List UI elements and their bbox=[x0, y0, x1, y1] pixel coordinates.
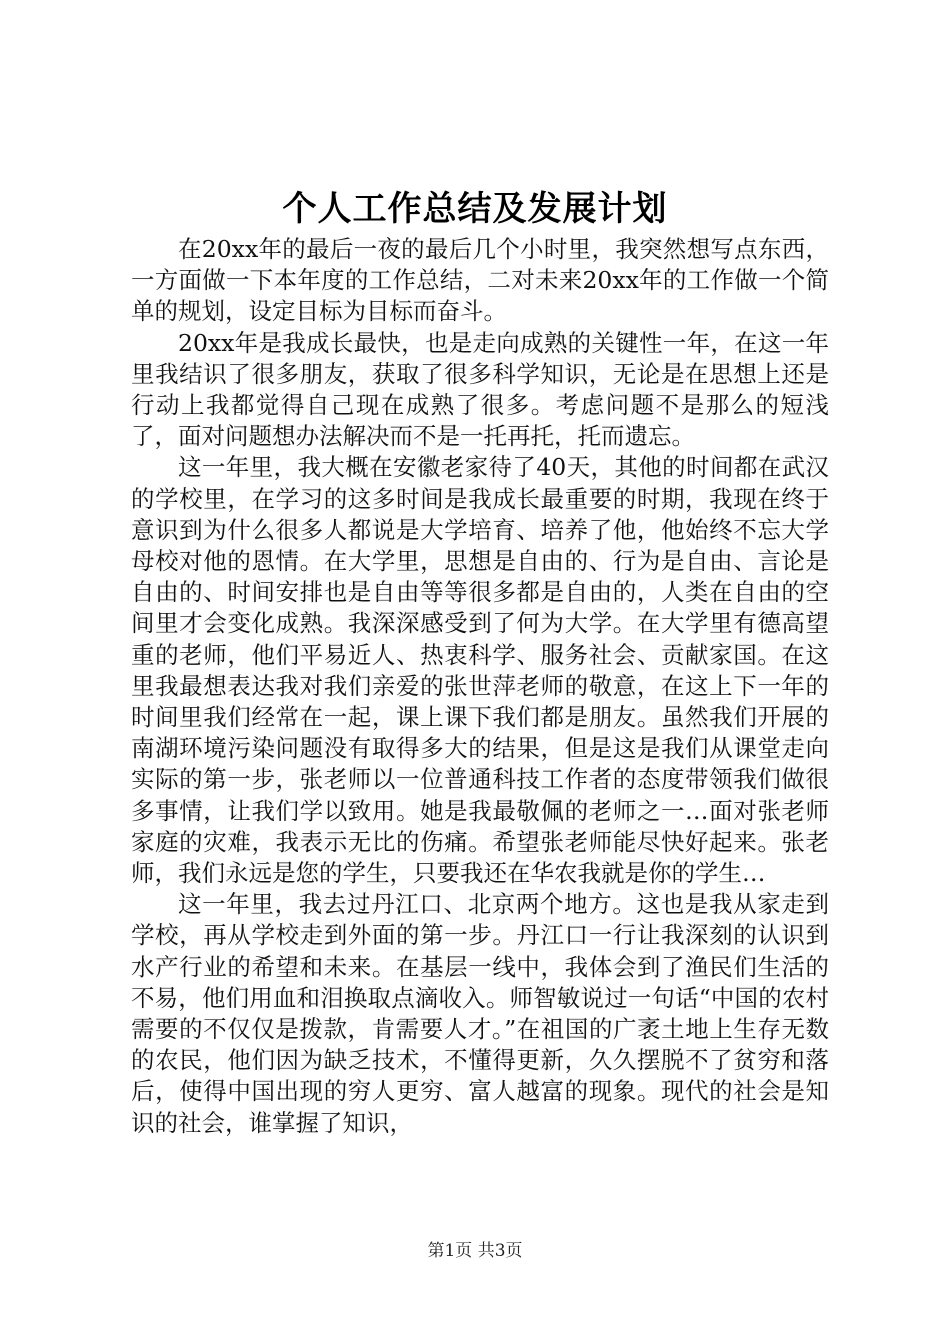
document-body bbox=[131, 234, 829, 1139]
page-number-footer: 第1页 共3页 bbox=[427, 1241, 523, 1261]
paragraph-1: 在20xx年的最后一夜的最后几个小时里，我突然想写点东西，一方面做一下本年度的工作总结，二对未来20xx年的工作做一个简单的规划，设定目标为目标而奋斗。 bbox=[131, 235, 829, 326]
paragraph-4: 这一年里，我去过丹江口、北京两个地方。这也是我从家走到学校，再从学校走到外面的第一步。丹江口一行让我深刻的认识到水产行业的希望和未来。在基层一线中，我体会到了渔民们生活的不易，他们用血和泪换取点滴收入。师智敏说过一句话“中国的农村需要的不仅仅是拨款，肯需要人才。”在祖国的广袤土地上生存无数的农民，他们因为缺乏技术，不懂得更新，久久摆脱不了贫穷和落后，使得中国出现的穷人更穷、富人越富的现象。现代的社会是知识的社会，谁掌握了知识， bbox=[131, 890, 829, 1137]
paragraph-3: 这一年里，我大概在安徽老家待了40天，其他的时间都在武汉的学校里，在学习的这多时间是我成长最重要的时期，我现在终于意识到为什么很多人都说是大学培育、培养了他，他始终不忘大学母校对他的恩情。在大学里，思想是自由的、行为是自由、言论是自由的、时间安排也是自由等等很多都是自由的，人类在自由的空间里才会变化成熟。我深深感受到了何为大学。在大学里有德高望重的老师，他们平易近人、热衷科学、服务社会、贡献家国。在这里我最想表达我对我们亲爱的张世萍老师的敬意，在这上下一年的时间里我们经常在一起，课上课下我们都是朋友。虽然我们开展的南湖环境污染问题没有取得多大的结果，但是这是我们从课堂走向实际的第一步，张老师以一位普通科技工作者的态度带领我们做很多事情，让我们学以致用。她是我最敬佩的老师之一…面对张老师家庭的灾难，我表示无比的伤痛。希望张老师能尽快好起来。张老师，我们永远是您的学生，只要我还在华农我就是你的学生… bbox=[131, 453, 829, 888]
document-title: 个人工作总结及发展计划 bbox=[282, 189, 668, 229]
paragraph-2: 20xx年是我成长最快，也是走向成熟的关键性一年，在这一年里我结识了很多朋友，获取了很多科学知识，无论是在思想上还是行动上我都觉得自己现在成熟了很多。考虑问题不是那么的短浅了，面对问题想办法解决而不是一托再托，托而遗忘。 bbox=[131, 328, 829, 451]
